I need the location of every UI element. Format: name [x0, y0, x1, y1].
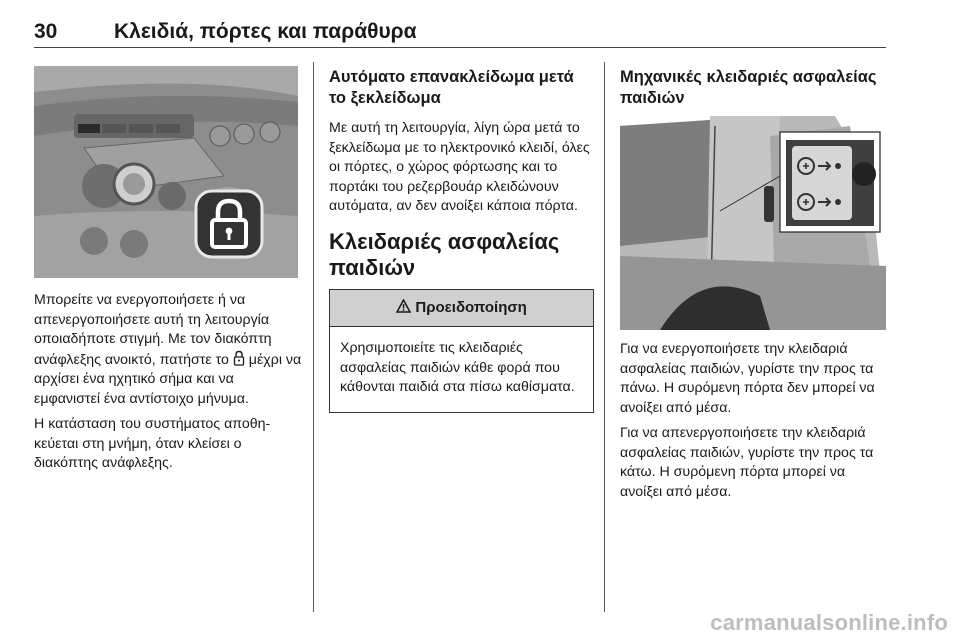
paragraph-deactivate-child-lock: Για να απενεργοποιήσετε την κλειδαριά ασφαλείας παιδιών, γυρίστε την προς τα κάτω. Η συρόμενη πόρτα μπορεί να ανοίξει από μέσα.: [620, 425, 874, 500]
paragraph-activate-child-lock: Για να ενεργοποιήσετε την κλειδαριά ασφαλείας παιδιών, γυρίστε την προς τα πάνω. Η συρόμενη πόρτα δεν μπορεί να ανοίξει από μέσα.: [620, 341, 875, 416]
warning-box: [329, 289, 594, 413]
section-title-child-locks: Κλειδαριές ασφαλείας παιδιών: [329, 228, 560, 280]
header-rule: [34, 47, 886, 48]
sliding-door-child-lock-photo: [620, 116, 886, 330]
column-2-text: [329, 67, 594, 413]
watermark: carmanualsonline.info: [710, 610, 948, 635]
column-divider-1: [313, 62, 314, 612]
page-header: [34, 6, 886, 50]
warning-triangle-icon: [396, 299, 411, 313]
column-3-heading: [620, 67, 886, 119]
paragraph-activation: Μπορείτε να ενεργοποιήσετε ή να απενεργοποιήσετε αυτή τη λειτουργία οποιαδήποτε στιγμή. Με τον διακόπτη ανάφλεξης ανοικτό, πατήστε το μέχρι να αρχίσει ένα ηχητικό σήμα και να εμφανιστεί ένα αντίστοιχο μήνυμα.: [34, 292, 302, 407]
column-1-text: [34, 291, 302, 480]
lock-icon: [191, 186, 267, 262]
warning-text: Χρησιμοποιείτε τις κλειδαριές ασφαλείας παιδιών κάθε φορά που κάθονται παιδιά στα πίσω καθίσματα.: [340, 340, 575, 395]
page-title: Κλειδιά, πόρτες και παράθυρα: [114, 20, 417, 43]
warning-header: [330, 290, 593, 328]
heading-auto-relock: Αυτόματο επανακλείδωμα μετά το ξεκλείδωμα: [329, 68, 574, 107]
dashboard-lock-button-photo: [34, 66, 298, 278]
lock-icon: [233, 350, 245, 366]
paragraph-memory: Η κατάσταση του συστήματος αποθηκεύεται στη μνήμη, όταν κλείσει ο διακόπτης ανάφλεξης.: [34, 416, 271, 471]
column-divider-2: [604, 62, 605, 612]
page-number: 30: [34, 20, 58, 43]
column-3-text: [620, 340, 888, 508]
warning-title: Προειδοποίηση: [415, 298, 527, 316]
paragraph-auto-relock: Με αυτή τη λειτουργία, λίγη ώρα μετά το ξεκλείδωμα με το ηλεκτρονικό κλειδί, όλες οι πόρτες, ο χώρος φόρτωσης και το πορτάκι του ρεζερβουάρ κλειδώνουν αυτόματα, αν δεν ανοίξει κάποια πόρτα.: [329, 120, 590, 214]
heading-mechanical-child-locks: Μηχανικές κλειδαριές ασφαλείας παιδιών: [620, 68, 877, 107]
